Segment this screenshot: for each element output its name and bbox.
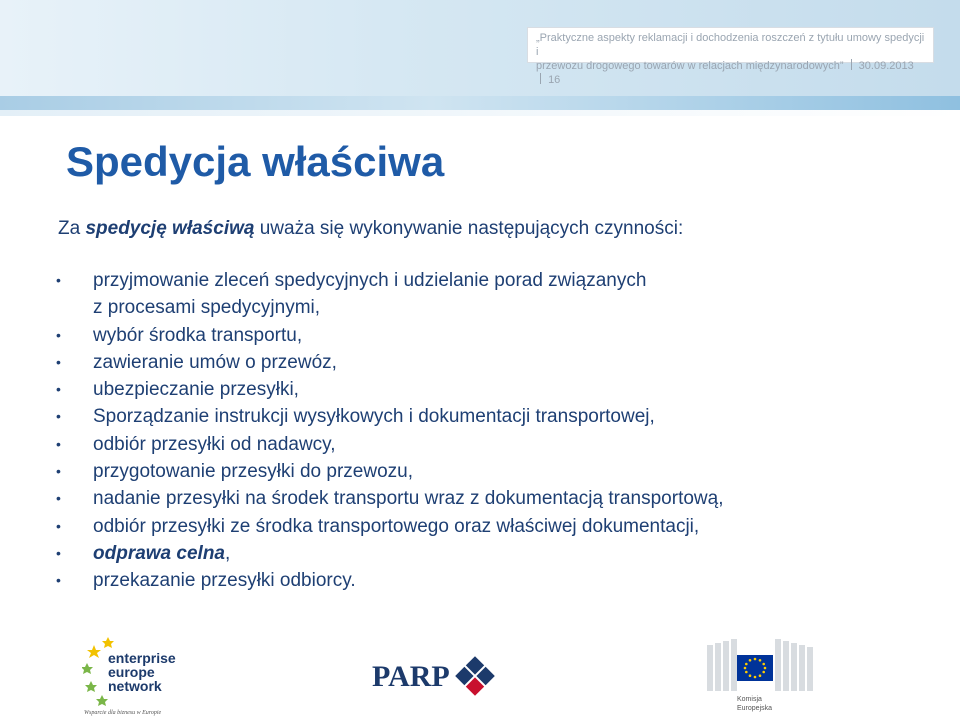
een-line2: europe [108,664,155,680]
list-item [56,403,936,430]
een-line3: network [108,678,162,694]
parp-diamond-icon [455,656,495,696]
een-line1: enterprise [108,650,176,666]
list-item [56,567,936,594]
list-item [56,431,936,458]
list-item [56,458,936,485]
list-item [56,540,936,567]
ec-line2: Europejska [737,705,773,712]
header-subtitle-line2-row [536,59,925,87]
european-commission-logo [705,637,825,717]
header-separator [851,59,852,70]
list-item-text: Sporządzanie instrukcji wysyłkowych i dokumentacji transportowej, [93,406,655,428]
bullet-icon: • [56,544,61,561]
enterprise-europe-network-logo [82,633,177,718]
list-item-text: zawieranie umów o przewóz, [93,351,337,373]
list-item-line2: z procesami spedycyjnymi, [93,297,321,319]
list-item-text: przygotowanie przesyłki do przewozu, [93,461,413,483]
header-separator [540,73,541,84]
bullet-icon: • [56,408,61,425]
list-item-text: nadanie przesyłki na środek transportu wraz z dokumentacją transportową, [93,488,724,510]
header-ribbon-fade [0,110,960,116]
een-tagline: Wsparcie dla biznesu w Europie [84,710,162,716]
presentation-header [527,27,934,86]
bullet-icon: • [56,572,61,589]
bullet-icon: • [56,272,61,288]
intro-before: Za [58,218,86,239]
intro-paragraph [58,218,683,240]
bullet-icon: • [56,326,61,343]
list-item-text: ubezpieczanie przesyłki, [93,379,299,401]
intro-after: uważa się wykonywanie następujących czynności: [254,218,684,239]
list-item-text: przekazanie przesyłki odbiorcy. [93,570,356,592]
bullet-icon: • [56,517,61,534]
bullet-icon: • [56,435,61,452]
ec-line1: Komisja [737,696,762,703]
page-number: 16 [548,74,561,86]
activity-list [56,267,936,595]
slide-title: Spedycja właściwa [66,138,445,185]
header-date: 30.09.2013 [858,60,914,72]
list-item [56,349,936,376]
list-item [56,485,936,512]
list-item [56,513,936,540]
parp-logo [372,654,497,698]
list-item-suffix: , [225,542,231,564]
header-subtitle-line1: „Praktyczne aspekty reklamacji i dochodzenia roszczeń z tytułu umowy spedycji i [536,32,925,58]
list-item-emphasis: odprawa celna [93,542,225,564]
header-ribbon [0,96,960,110]
bullet-icon: • [56,353,61,370]
list-item [56,322,936,349]
header-subtitle-line2: przewozu drogowego towarów w relacjach międzynarodowych” [536,60,844,72]
list-item-text: wybór środka transportu, [93,324,303,346]
bullet-icon: • [56,490,61,507]
bullet-icon: • [56,463,61,480]
list-item [56,267,936,322]
list-item-line1: przyjmowanie zleceń spedycyjnych i udzielanie porad związanych [93,270,647,291]
list-item [56,376,936,403]
list-item-text: odbiór przesyłki od nadawcy, [93,433,336,455]
list-item-text: odbiór przesyłki ze środka transportowego oraz właściwej dokumentacji, [93,515,700,537]
intro-bold-term: spedycję właściwą [85,218,255,239]
parp-wordmark: PARP [372,660,450,693]
bullet-icon: • [56,381,61,398]
